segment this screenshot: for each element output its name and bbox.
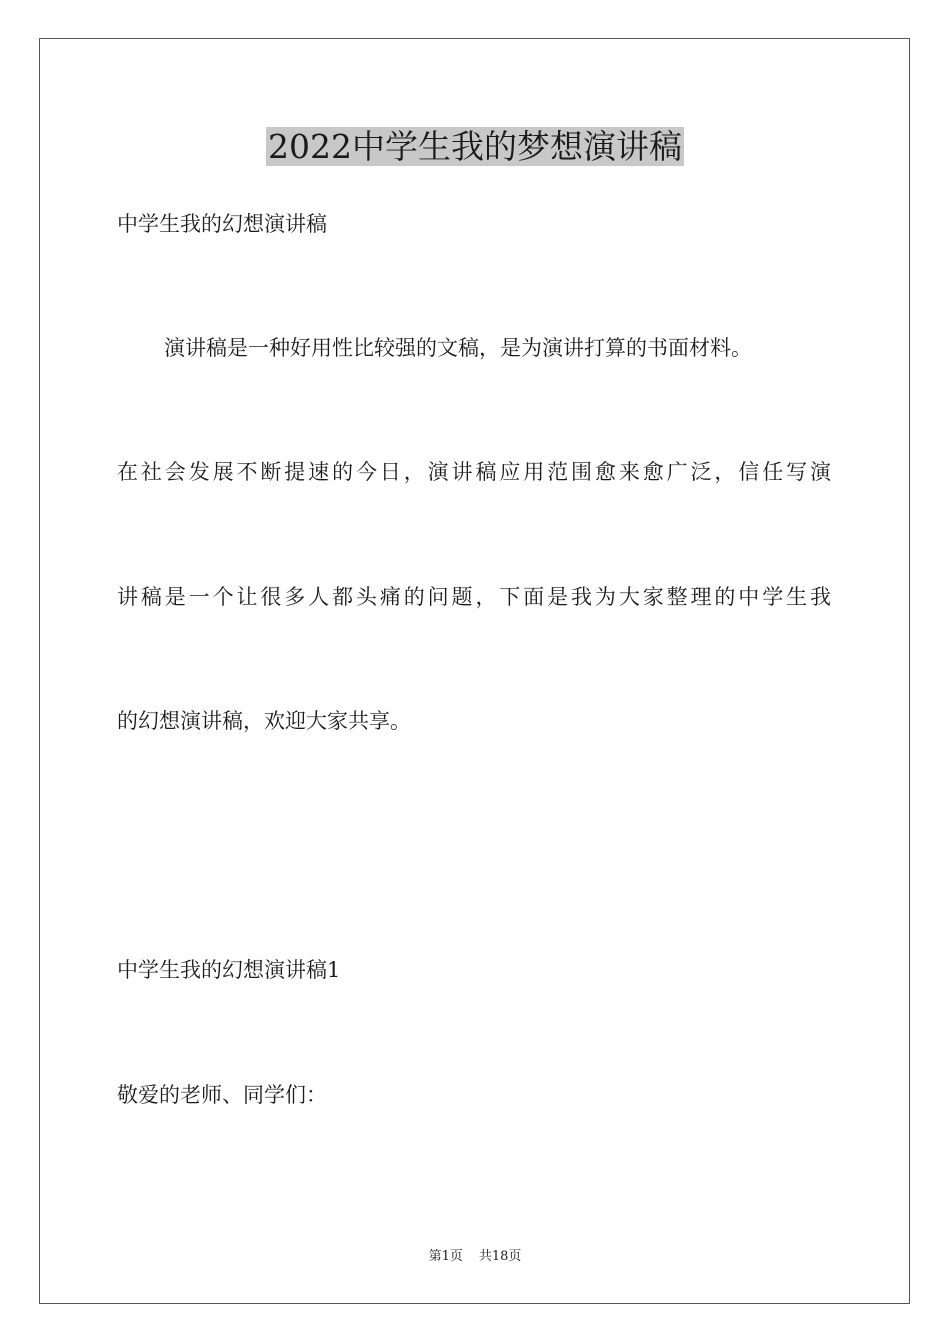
document-title (0, 126, 950, 168)
page-total: 共18页 (478, 1249, 522, 1264)
document-title-text: 2022中学生我的梦想演讲稿 (268, 127, 682, 166)
page-footer (0, 1248, 950, 1266)
section-heading: 中学生我的幻想演讲稿1 (117, 958, 341, 982)
intro-paragraph-line-2: 在社会发展不断提速的今日，演讲稿应用范围愈来愈广泛，信任写演 (117, 460, 831, 484)
intro-paragraph-line-3: 讲稿是一个让很多人都头痛的问题，下面是我为大家整理的中学生我 (117, 585, 831, 609)
intro-paragraph-line-4: 的幻想演讲稿，欢迎大家共享。 (117, 709, 411, 733)
intro-paragraph-line-1: 演讲稿是一种好用性比较强的文稿，是为演讲打算的书面材料。 (164, 336, 752, 360)
page-number: 第1页 (428, 1249, 463, 1264)
document-subtitle: 中学生我的幻想演讲稿 (117, 212, 327, 236)
salutation: 敬爱的老师、同学们： (117, 1083, 327, 1107)
